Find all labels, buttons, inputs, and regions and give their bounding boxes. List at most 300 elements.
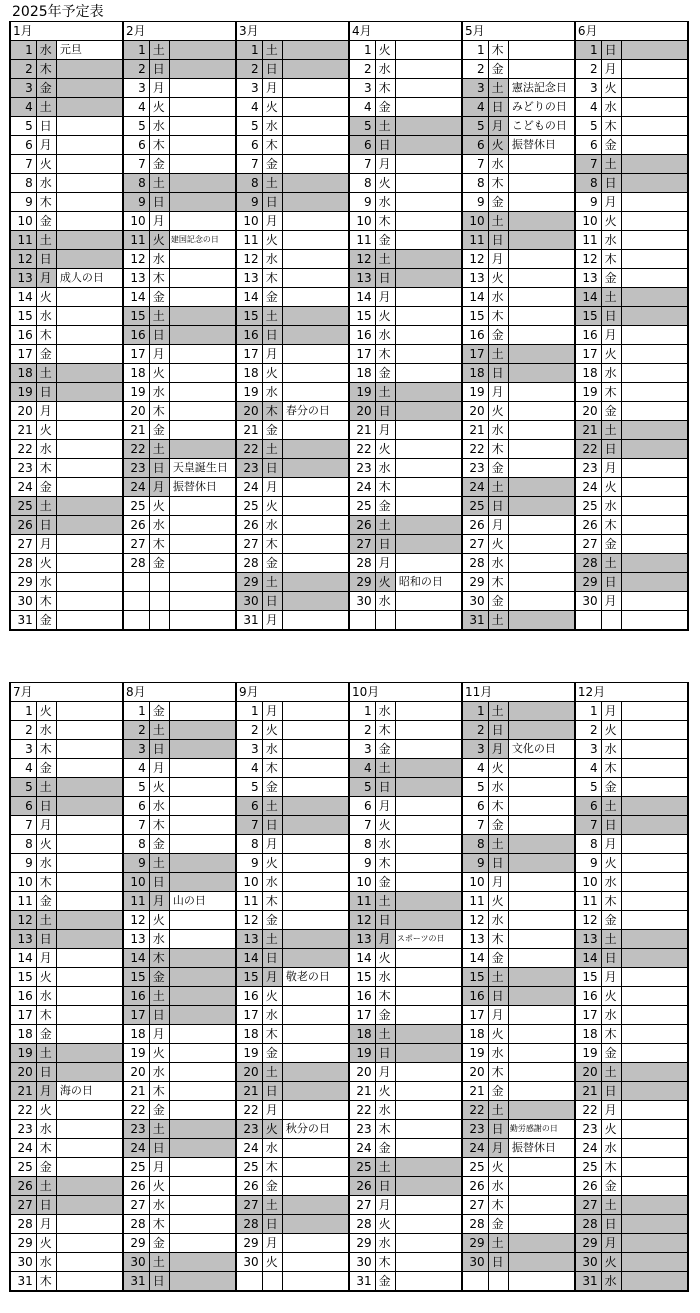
weekday: 土: [488, 968, 508, 987]
weekday: 日: [375, 535, 395, 554]
weekday: 火: [601, 721, 621, 740]
calendar-row: [10, 478, 688, 497]
weekday: 水: [601, 497, 621, 516]
day-number: 22: [349, 440, 375, 459]
holiday-note: [169, 1215, 236, 1234]
holiday-note: [282, 592, 349, 611]
day-number: 3: [575, 740, 601, 759]
weekday: 火: [262, 1120, 282, 1139]
holiday-note: 振替休日: [169, 478, 236, 497]
weekday: 日: [375, 136, 395, 155]
day-number: 7: [123, 155, 149, 174]
empty-cell: [169, 611, 236, 631]
day-number: 7: [462, 155, 488, 174]
weekday: 金: [262, 911, 282, 930]
holiday-note: [508, 1177, 575, 1196]
calendar-row: [10, 364, 688, 383]
day-number: 13: [10, 269, 36, 288]
day-number: 9: [349, 854, 375, 873]
holiday-note: [621, 288, 688, 307]
day-number: 11: [575, 892, 601, 911]
day-number: 11: [462, 892, 488, 911]
weekday: 金: [149, 155, 169, 174]
weekday: 火: [375, 307, 395, 326]
holiday-note: [169, 1272, 236, 1292]
day-number: 16: [10, 326, 36, 345]
day-number: 31: [10, 611, 36, 631]
holiday-note: [508, 987, 575, 1006]
calendar-row: [10, 136, 688, 155]
weekday: 木: [36, 60, 56, 79]
day-number: 26: [575, 1177, 601, 1196]
weekday: 日: [488, 854, 508, 873]
day-number: 9: [123, 854, 149, 873]
weekday: 火: [262, 364, 282, 383]
holiday-note: [508, 440, 575, 459]
holiday-note: [282, 778, 349, 797]
calendar-row: [10, 1272, 688, 1292]
holiday-note: [508, 873, 575, 892]
holiday-note: [508, 1025, 575, 1044]
day-number: 23: [10, 459, 36, 478]
calendar-row: [10, 1158, 688, 1177]
holiday-note: [621, 797, 688, 816]
day-number: 11: [349, 892, 375, 911]
weekday: 月: [262, 1101, 282, 1120]
day-number: 3: [349, 79, 375, 98]
day-number: 14: [123, 288, 149, 307]
day-number: 20: [236, 402, 262, 421]
day-number: 20: [575, 1063, 601, 1082]
day-number: 10: [236, 212, 262, 231]
day-number: 11: [123, 892, 149, 911]
day-number: 10: [236, 873, 262, 892]
holiday-note: [56, 155, 123, 174]
holiday-note: [621, 364, 688, 383]
day-number: 16: [236, 326, 262, 345]
day-number: 8: [575, 174, 601, 193]
weekday: 月: [375, 155, 395, 174]
weekday: 月: [262, 1234, 282, 1253]
weekday: 日: [375, 1177, 395, 1196]
holiday-note: [395, 269, 462, 288]
holiday-note: [169, 759, 236, 778]
weekday: 木: [149, 949, 169, 968]
holiday-note: [169, 307, 236, 326]
day-number: 6: [236, 797, 262, 816]
weekday: 月: [262, 968, 282, 987]
holiday-note: [56, 611, 123, 631]
day-number: 31: [10, 1272, 36, 1292]
weekday: 土: [149, 1253, 169, 1272]
day-number: 13: [236, 269, 262, 288]
holiday-note: [169, 1082, 236, 1101]
weekday: 火: [375, 573, 395, 592]
weekday: 水: [601, 1139, 621, 1158]
day-number: 29: [10, 573, 36, 592]
day-number: 2: [575, 60, 601, 79]
holiday-note: [56, 383, 123, 402]
day-number: 21: [349, 1082, 375, 1101]
day-number: 16: [123, 326, 149, 345]
day-number: 4: [10, 98, 36, 117]
day-number: 6: [349, 797, 375, 816]
day-number: 15: [236, 307, 262, 326]
holiday-note: 敬老の日: [282, 968, 349, 987]
day-number: 24: [10, 1139, 36, 1158]
day-number: 25: [462, 1158, 488, 1177]
holiday-note: [508, 930, 575, 949]
weekday: 月: [262, 702, 282, 721]
day-number: 28: [349, 554, 375, 573]
holiday-note: [621, 1158, 688, 1177]
day-number: 26: [462, 516, 488, 535]
weekday: 木: [375, 721, 395, 740]
weekday: 月: [601, 592, 621, 611]
weekday: 月: [601, 459, 621, 478]
holiday-note: [508, 535, 575, 554]
weekday: 水: [149, 930, 169, 949]
holiday-note: [621, 117, 688, 136]
holiday-note: [395, 478, 462, 497]
day-number: 24: [349, 478, 375, 497]
weekday: 月: [36, 136, 56, 155]
weekday: 月: [488, 1006, 508, 1025]
calendar-row: [10, 307, 688, 326]
day-number: 11: [236, 892, 262, 911]
holiday-note: [395, 1025, 462, 1044]
weekday: 火: [375, 174, 395, 193]
day-number: 31: [462, 611, 488, 631]
weekday: 火: [36, 155, 56, 174]
holiday-note: [395, 759, 462, 778]
weekday: 土: [36, 364, 56, 383]
holiday-note: [282, 155, 349, 174]
day-number: 8: [236, 174, 262, 193]
weekday: 水: [375, 1101, 395, 1120]
holiday-note: [395, 721, 462, 740]
holiday-note: [56, 421, 123, 440]
weekday: 月: [262, 478, 282, 497]
day-number: 6: [575, 136, 601, 155]
holiday-note: [56, 949, 123, 968]
weekday: 水: [375, 193, 395, 212]
day-number: 3: [10, 740, 36, 759]
day-number: 8: [123, 174, 149, 193]
day-number: 4: [462, 98, 488, 117]
weekday: 木: [488, 797, 508, 816]
day-number: 21: [123, 1082, 149, 1101]
holiday-note: [621, 136, 688, 155]
day-number: 9: [575, 193, 601, 212]
day-number: 3: [462, 740, 488, 759]
weekday: 木: [601, 383, 621, 402]
day-number: 26: [349, 1177, 375, 1196]
weekday: 水: [601, 1272, 621, 1292]
holiday-note: [282, 231, 349, 250]
weekday: 月: [36, 816, 56, 835]
weekday: 土: [488, 79, 508, 98]
day-number: 13: [575, 930, 601, 949]
holiday-note: [282, 1101, 349, 1120]
day-number: 7: [10, 816, 36, 835]
holiday-note: [621, 1101, 688, 1120]
day-number: 23: [236, 459, 262, 478]
day-number: 12: [462, 911, 488, 930]
day-number: 13: [236, 930, 262, 949]
day-number: 28: [236, 1215, 262, 1234]
weekday: 火: [601, 478, 621, 497]
day-number: 15: [575, 968, 601, 987]
day-number: 13: [10, 930, 36, 949]
holiday-note: [169, 740, 236, 759]
weekday: 金: [36, 1158, 56, 1177]
calendar-row: [10, 1196, 688, 1215]
day-number: 29: [349, 1234, 375, 1253]
weekday: 金: [488, 592, 508, 611]
weekday: 金: [601, 535, 621, 554]
weekday: 金: [488, 1215, 508, 1234]
holiday-note: [282, 383, 349, 402]
day-number: 14: [236, 288, 262, 307]
day-number: 22: [349, 1101, 375, 1120]
holiday-note: [395, 326, 462, 345]
month-header: 5月: [462, 22, 575, 41]
day-number: 1: [462, 41, 488, 60]
day-number: 11: [349, 231, 375, 250]
weekday: 水: [149, 250, 169, 269]
holiday-note: [621, 987, 688, 1006]
weekday: 木: [149, 269, 169, 288]
holiday-note: [508, 854, 575, 873]
weekday: 火: [601, 1253, 621, 1272]
holiday-note: [508, 573, 575, 592]
weekday: 土: [601, 155, 621, 174]
day-number: 10: [349, 873, 375, 892]
holiday-note: [56, 1063, 123, 1082]
weekday: 火: [149, 364, 169, 383]
empty-cell: [236, 1272, 262, 1292]
calendar-row: [10, 155, 688, 174]
day-number: 5: [10, 778, 36, 797]
day-number: 19: [123, 1044, 149, 1063]
day-number: 14: [10, 288, 36, 307]
weekday: 木: [601, 759, 621, 778]
holiday-note: [169, 117, 236, 136]
day-number: 9: [462, 193, 488, 212]
weekday: 金: [36, 212, 56, 231]
day-number: 26: [236, 516, 262, 535]
weekday: 火: [601, 79, 621, 98]
holiday-note: [282, 1139, 349, 1158]
weekday: 木: [149, 136, 169, 155]
holiday-note: [395, 41, 462, 60]
month-header: 7月: [10, 683, 123, 702]
day-number: 18: [10, 364, 36, 383]
day-number: 27: [462, 535, 488, 554]
weekday: 木: [262, 1025, 282, 1044]
weekday: 月: [375, 930, 395, 949]
day-number: 2: [123, 60, 149, 79]
weekday: 日: [601, 573, 621, 592]
day-number: 27: [575, 535, 601, 554]
weekday: 火: [601, 1120, 621, 1139]
holiday-note: [508, 402, 575, 421]
weekday: 月: [149, 759, 169, 778]
day-number: 17: [462, 1006, 488, 1025]
calendar-row: [10, 835, 688, 854]
day-number: 10: [123, 212, 149, 231]
calendar-row: [10, 611, 688, 631]
holiday-note: [395, 892, 462, 911]
weekday: 日: [36, 1063, 56, 1082]
weekday: 木: [375, 212, 395, 231]
day-number: 14: [10, 949, 36, 968]
empty-cell: [123, 611, 149, 631]
holiday-note: [508, 1006, 575, 1025]
holiday-note: [395, 421, 462, 440]
weekday: 水: [36, 440, 56, 459]
weekday: 金: [375, 1272, 395, 1292]
weekday: 日: [601, 949, 621, 968]
holiday-note: [395, 968, 462, 987]
weekday: 金: [375, 98, 395, 117]
calendar-row: [10, 1234, 688, 1253]
weekday: 日: [601, 440, 621, 459]
weekday: 土: [375, 516, 395, 535]
calendar-row: [10, 345, 688, 364]
day-number: 8: [349, 835, 375, 854]
holiday-note: [169, 98, 236, 117]
holiday-note: [621, 1196, 688, 1215]
month-header: 10月: [349, 683, 462, 702]
holiday-note: [169, 136, 236, 155]
weekday: 金: [488, 816, 508, 835]
day-number: 9: [236, 193, 262, 212]
holiday-note: [169, 721, 236, 740]
weekday: 月: [36, 269, 56, 288]
empty-cell: [375, 611, 395, 631]
holiday-note: [282, 816, 349, 835]
day-number: 28: [123, 1215, 149, 1234]
holiday-note: 元旦: [56, 41, 123, 60]
day-number: 11: [462, 231, 488, 250]
weekday: 金: [601, 1177, 621, 1196]
weekday: 金: [36, 79, 56, 98]
empty-cell: [395, 611, 462, 631]
weekday: 月: [375, 288, 395, 307]
day-number: 4: [123, 98, 149, 117]
day-number: 19: [10, 1044, 36, 1063]
weekday: 月: [488, 250, 508, 269]
weekday: 日: [488, 721, 508, 740]
holiday-note: 憲法記念日: [508, 79, 575, 98]
weekday: 火: [375, 41, 395, 60]
holiday-note: スポーツの日: [395, 930, 462, 949]
holiday-note: [508, 702, 575, 721]
holiday-note: [282, 98, 349, 117]
day-number: 24: [462, 1139, 488, 1158]
weekday: 月: [36, 535, 56, 554]
holiday-note: [395, 835, 462, 854]
day-number: 15: [462, 968, 488, 987]
day-number: 23: [123, 1120, 149, 1139]
weekday: 水: [262, 250, 282, 269]
weekday: 火: [36, 1234, 56, 1253]
weekday: 火: [488, 402, 508, 421]
day-number: 12: [575, 911, 601, 930]
weekday: 日: [262, 459, 282, 478]
day-number: 22: [575, 440, 601, 459]
day-number: 19: [236, 383, 262, 402]
holiday-note: [508, 721, 575, 740]
weekday: 木: [149, 1215, 169, 1234]
holiday-note: [282, 854, 349, 873]
day-number: 3: [123, 79, 149, 98]
holiday-note: [56, 1044, 123, 1063]
holiday-note: [169, 854, 236, 873]
holiday-note: 天皇誕生日: [169, 459, 236, 478]
weekday: 水: [36, 1120, 56, 1139]
holiday-note: [621, 740, 688, 759]
holiday-note: [282, 535, 349, 554]
weekday: 月: [36, 402, 56, 421]
holiday-note: [56, 79, 123, 98]
day-number: 27: [575, 1196, 601, 1215]
weekday: 水: [488, 155, 508, 174]
day-number: 16: [575, 326, 601, 345]
day-number: 25: [10, 497, 36, 516]
weekday: 木: [488, 1063, 508, 1082]
holiday-note: [395, 250, 462, 269]
holiday-note: [56, 835, 123, 854]
day-number: 29: [123, 1234, 149, 1253]
holiday-note: [395, 307, 462, 326]
holiday-note: [621, 1253, 688, 1272]
day-number: 10: [575, 212, 601, 231]
weekday: 日: [262, 60, 282, 79]
weekday: 月: [262, 345, 282, 364]
holiday-note: [169, 835, 236, 854]
weekday: 日: [36, 117, 56, 136]
holiday-note: 文化の日: [508, 740, 575, 759]
holiday-note: [282, 117, 349, 136]
weekday: 金: [375, 1006, 395, 1025]
weekday: 日: [36, 383, 56, 402]
day-number: 5: [236, 778, 262, 797]
weekday: 土: [262, 573, 282, 592]
day-number: 12: [462, 250, 488, 269]
weekday: 土: [149, 41, 169, 60]
holiday-note: [169, 440, 236, 459]
weekday: 日: [149, 873, 169, 892]
holiday-note: [395, 854, 462, 873]
day-number: 6: [123, 136, 149, 155]
day-number: 22: [10, 1101, 36, 1120]
day-number: 22: [236, 440, 262, 459]
calendar-row: [10, 516, 688, 535]
day-number: 25: [575, 1158, 601, 1177]
day-number: 28: [236, 554, 262, 573]
holiday-note: [282, 930, 349, 949]
holiday-note: 成人の日: [56, 269, 123, 288]
calendar-row: [10, 231, 688, 250]
day-number: 30: [10, 592, 36, 611]
weekday: 木: [262, 402, 282, 421]
holiday-note: [395, 98, 462, 117]
weekday: 土: [488, 212, 508, 231]
holiday-note: [56, 1177, 123, 1196]
